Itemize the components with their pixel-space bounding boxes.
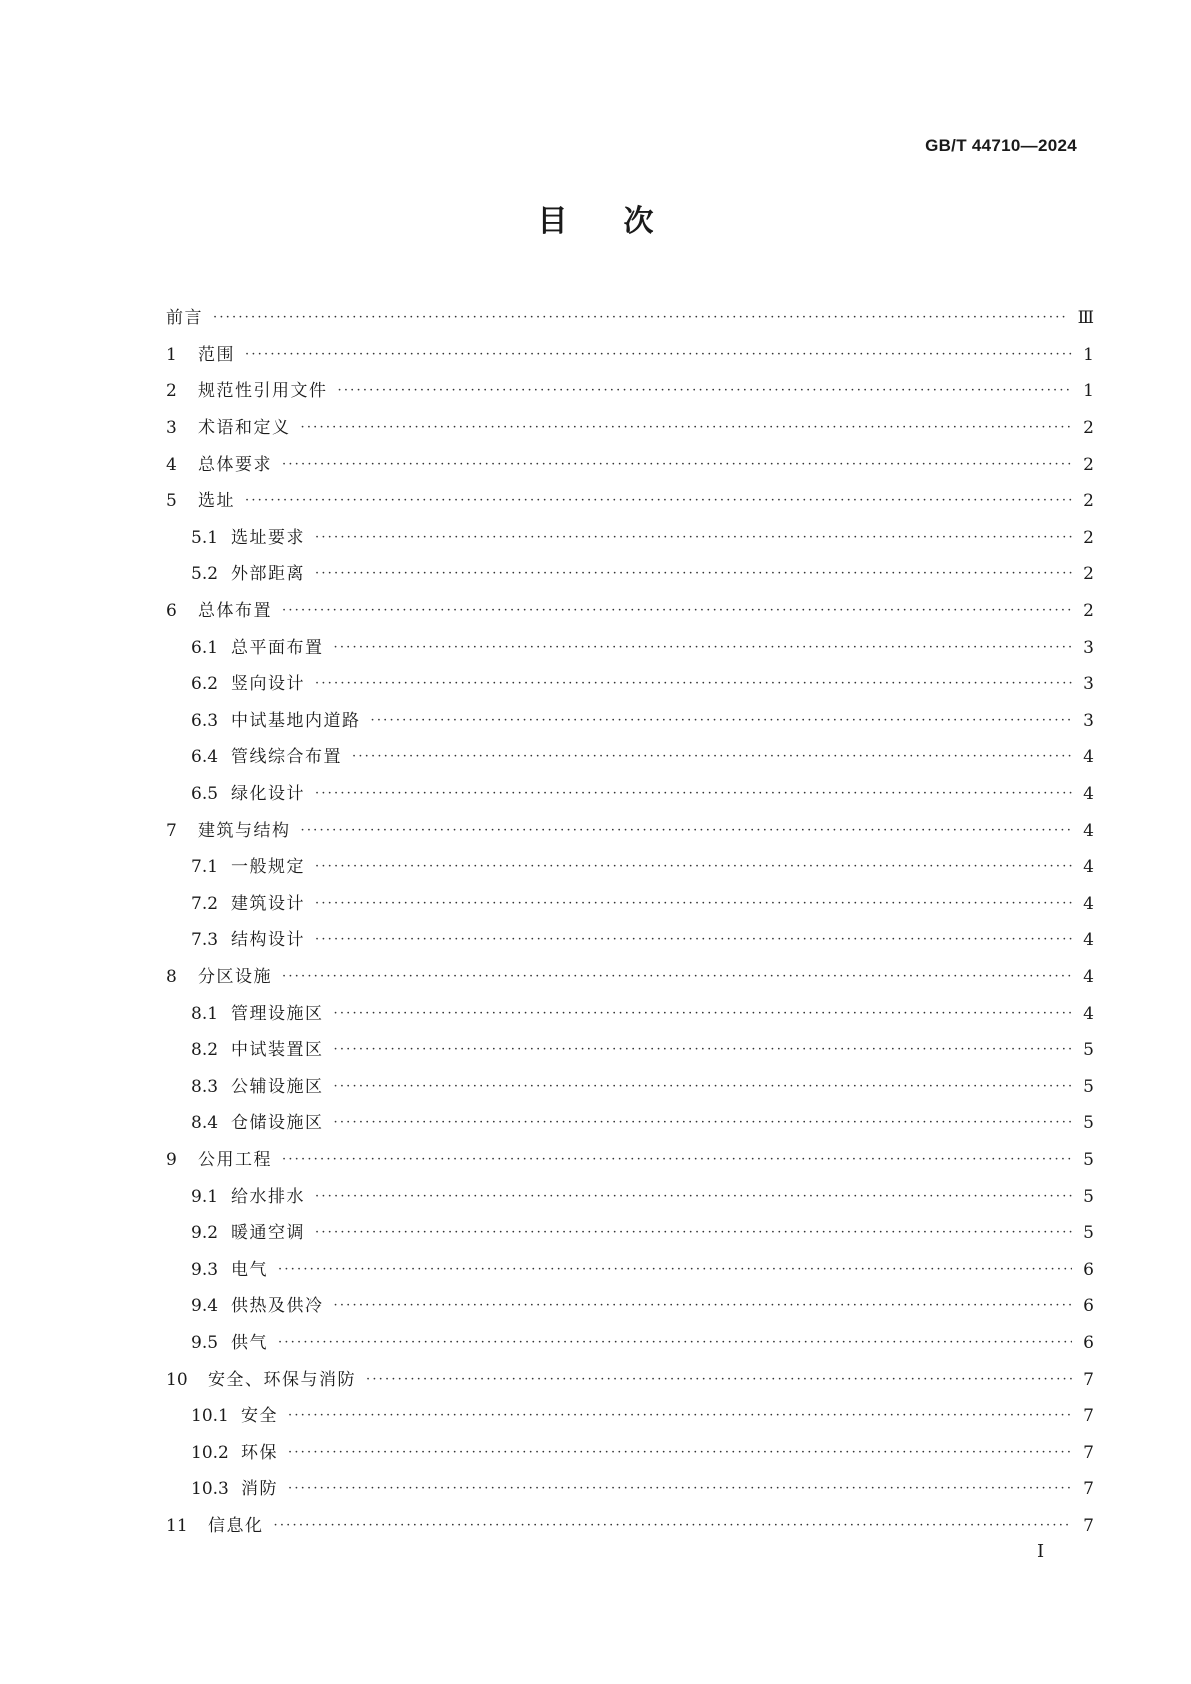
toc-dot-leader (315, 674, 1072, 694)
toc-entry[interactable] (166, 886, 1094, 923)
toc-entry-number: 9.2 (191, 1223, 219, 1244)
toc-entry-page: 3 (1083, 637, 1094, 658)
toc-dot-leader (245, 491, 1072, 511)
toc-entry-label: 竖向设计 (231, 674, 305, 695)
toc-dot-leader (334, 1113, 1073, 1133)
toc-entry[interactable] (166, 1434, 1094, 1471)
toc-dot-leader (278, 1260, 1072, 1280)
toc-entry-label: 总体布置 (198, 601, 272, 622)
toc-entry[interactable] (166, 1398, 1094, 1435)
toc-entry-page: 4 (1083, 930, 1094, 951)
toc-entry-page: 6 (1083, 1296, 1094, 1317)
toc-entry-page: 7 (1083, 1479, 1094, 1500)
toc-entry-number: 10.1 (191, 1406, 229, 1427)
toc-entry[interactable] (166, 337, 1094, 374)
toc-entry-page: 5 (1083, 1149, 1094, 1170)
toc-entry-page: 2 (1083, 491, 1094, 512)
toc-entry[interactable] (166, 849, 1094, 886)
toc-entry-page: 2 (1083, 601, 1094, 622)
toc-entry-page: 5 (1083, 1113, 1094, 1134)
toc-entry[interactable] (166, 1032, 1094, 1069)
toc-entry-number: 5 (166, 491, 177, 512)
toc-entry[interactable] (166, 300, 1094, 337)
toc-dot-leader (315, 784, 1072, 804)
toc-dot-leader (282, 1150, 1072, 1170)
toc-entry-number: 5.2 (191, 564, 219, 585)
toc-entry-page: 4 (1083, 893, 1094, 914)
toc-entry-label: 中试基地内道路 (231, 710, 361, 731)
toc-entry-number: 7.3 (191, 930, 219, 951)
toc-entry[interactable] (166, 520, 1094, 557)
toc-entry-page: 5 (1083, 1076, 1094, 1097)
toc-entry[interactable] (166, 703, 1094, 740)
toc-dot-leader (282, 967, 1072, 987)
toc-entry-label: 前言 (166, 308, 203, 329)
toc-entry-page: 2 (1083, 564, 1094, 585)
toc-dot-leader (315, 894, 1072, 914)
toc-entry-page: 4 (1083, 784, 1094, 805)
toc-entry-label: 管理设施区 (231, 1003, 324, 1024)
toc-dot-leader (278, 1333, 1072, 1353)
toc-entry[interactable] (166, 629, 1094, 666)
toc-dot-leader (245, 345, 1072, 365)
toc-entry[interactable] (166, 593, 1094, 630)
toc-entry[interactable] (166, 1068, 1094, 1105)
toc-entry-page: 2 (1083, 454, 1094, 475)
toc-entry-number: 9.5 (191, 1332, 219, 1353)
toc-entry-page: 1 (1083, 344, 1094, 365)
toc-entry-label: 分区设施 (198, 966, 272, 987)
toc-entry-label: 仓储设施区 (231, 1113, 324, 1134)
toc-entry[interactable] (166, 1325, 1094, 1362)
toc-entry-page: 7 (1083, 1442, 1094, 1463)
toc-title-char-1: 目 (537, 204, 568, 239)
toc-entry[interactable] (166, 1178, 1094, 1215)
toc-entry-number: 8.1 (191, 1003, 219, 1024)
toc-dot-leader (334, 1296, 1073, 1316)
toc-entry-label: 选址 (198, 491, 235, 512)
toc-dot-leader (288, 1479, 1072, 1499)
toc-dot-leader (334, 638, 1073, 658)
toc-dot-leader (315, 564, 1072, 584)
toc-entry[interactable] (166, 1508, 1094, 1545)
toc-entry-page: 4 (1083, 1003, 1094, 1024)
toc-entry-page: 7 (1083, 1406, 1094, 1427)
toc-entry-label: 信息化 (208, 1515, 264, 1536)
toc-entry-number: 6.1 (191, 637, 219, 658)
toc-entry-page: 5 (1083, 1223, 1094, 1244)
toc-dot-leader (366, 1370, 1072, 1390)
toc-entry-number: 9.4 (191, 1296, 219, 1317)
toc-entry-page: 7 (1083, 1515, 1094, 1536)
toc-entry-number: 10.2 (191, 1442, 229, 1463)
toc-dot-leader (315, 1223, 1072, 1243)
toc-entry-number: 2 (166, 381, 177, 402)
toc-entry-page: 6 (1083, 1259, 1094, 1280)
toc-entry-number: 7.1 (191, 857, 219, 878)
toc-entry-page: 5 (1083, 1186, 1094, 1207)
standard-code: GB/T 44710—2024 (925, 136, 1077, 155)
toc-entry-number: 6.4 (191, 747, 219, 768)
toc-entry-page: Ⅲ (1077, 308, 1094, 329)
toc-entry-number: 9.1 (191, 1186, 219, 1207)
toc-entry-label: 供气 (231, 1332, 268, 1353)
toc-dot-leader (301, 821, 1073, 841)
toc-dot-leader (315, 1187, 1072, 1207)
toc-entry-number: 8.2 (191, 1040, 219, 1061)
toc-entry-number: 3 (166, 418, 177, 439)
toc-entry[interactable] (166, 556, 1094, 593)
toc-entry-label: 暖通空调 (231, 1223, 305, 1244)
toc-dot-leader (288, 1443, 1072, 1463)
toc-entry[interactable] (166, 1471, 1094, 1508)
toc-dot-leader (301, 418, 1073, 438)
toc-entry-number: 8.4 (191, 1113, 219, 1134)
toc-entry-label: 结构设计 (231, 930, 305, 951)
toc-entry-label: 建筑设计 (231, 893, 305, 914)
toc-entry[interactable] (166, 959, 1094, 996)
toc-entry-label: 电气 (231, 1259, 268, 1280)
toc-dot-leader (282, 455, 1072, 475)
toc-dot-leader (315, 857, 1072, 877)
toc-entry-number: 9 (166, 1149, 177, 1170)
toc-entry-number: 6.2 (191, 674, 219, 695)
toc-entry-number: 7 (166, 820, 177, 841)
toc-entry-number: 6.5 (191, 784, 219, 805)
toc-entry-page: 7 (1083, 1369, 1094, 1390)
toc-entry-label: 建筑与结构 (198, 820, 291, 841)
toc-entry-label: 绿化设计 (231, 784, 305, 805)
toc-entry[interactable] (166, 1251, 1094, 1288)
toc-list (166, 300, 1094, 1544)
toc-entry-page: 4 (1083, 747, 1094, 768)
toc-entry-number: 10 (166, 1369, 188, 1390)
toc-dot-leader (334, 1040, 1073, 1060)
toc-title-char-2: 次 (623, 204, 654, 239)
toc-entry-label: 公辅设施区 (231, 1076, 324, 1097)
toc-entry-number: 10.3 (191, 1479, 229, 1500)
toc-entry-page: 4 (1083, 857, 1094, 878)
toc-entry-number: 6.3 (191, 710, 219, 731)
toc-dot-leader (315, 930, 1072, 950)
toc-entry-label: 公用工程 (198, 1149, 272, 1170)
toc-entry-label: 给水排水 (231, 1186, 305, 1207)
toc-dot-leader (274, 1516, 1073, 1536)
toc-entry-label: 范围 (198, 344, 235, 365)
toc-entry[interactable] (166, 1215, 1094, 1252)
toc-entry-page: 4 (1083, 966, 1094, 987)
toc-entry-page: 1 (1083, 381, 1094, 402)
toc-entry[interactable] (166, 739, 1094, 776)
toc-entry-label: 消防 (241, 1479, 278, 1500)
toc-entry-number: 1 (166, 344, 177, 365)
toc-entry-label: 安全 (241, 1406, 278, 1427)
toc-entry-page: 3 (1083, 710, 1094, 731)
toc-entry-label: 选址要求 (231, 527, 305, 548)
toc-dot-leader (334, 1077, 1073, 1097)
toc-entry[interactable] (166, 812, 1094, 849)
toc-entry[interactable] (166, 1288, 1094, 1325)
toc-entry[interactable] (166, 666, 1094, 703)
toc-dot-leader (315, 528, 1072, 548)
toc-entry[interactable] (166, 446, 1094, 483)
toc-entry[interactable] (166, 922, 1094, 959)
toc-entry-label: 中试装置区 (231, 1040, 324, 1061)
toc-entry-page: 2 (1083, 418, 1094, 439)
toc-entry-label: 外部距离 (231, 564, 305, 585)
toc-entry-label: 供热及供冷 (231, 1296, 324, 1317)
toc-entry[interactable] (166, 995, 1094, 1032)
toc-entry[interactable] (166, 373, 1094, 410)
toc-entry-page: 6 (1083, 1332, 1094, 1353)
toc-entry-number: 11 (166, 1515, 188, 1536)
toc-entry[interactable] (166, 1105, 1094, 1142)
toc-entry-label: 安全、环保与消防 (208, 1369, 356, 1390)
toc-entry-number: 8 (166, 966, 177, 987)
toc-entry-number: 9.3 (191, 1259, 219, 1280)
toc-entry-number: 5.1 (191, 527, 219, 548)
toc-entry[interactable] (166, 483, 1094, 520)
toc-entry[interactable] (166, 1361, 1094, 1398)
toc-entry[interactable] (166, 410, 1094, 447)
toc-entry-label: 术语和定义 (198, 418, 291, 439)
toc-entry-number: 4 (166, 454, 177, 475)
toc-dot-leader (288, 1406, 1072, 1426)
toc-entry-label: 环保 (241, 1442, 278, 1463)
page-number: I (1037, 1541, 1045, 1562)
toc-entry-label: 管线综合布置 (231, 747, 342, 768)
toc-entry-label: 总体要求 (198, 454, 272, 475)
toc-entry-number: 8.3 (191, 1076, 219, 1097)
toc-entry-label: 总平面布置 (231, 637, 324, 658)
toc-entry-page: 2 (1083, 527, 1094, 548)
toc-dot-leader (352, 747, 1072, 767)
toc-dot-leader (338, 381, 1073, 401)
toc-entry-page: 4 (1083, 820, 1094, 841)
toc-entry-page: 3 (1083, 674, 1094, 695)
toc-entry-number: 6 (166, 601, 177, 622)
toc-entry-label: 一般规定 (231, 857, 305, 878)
toc-entry-label: 规范性引用文件 (198, 381, 328, 402)
toc-entry[interactable] (166, 1142, 1094, 1179)
toc-dot-leader (282, 601, 1072, 621)
toc-title (0, 204, 1191, 240)
toc-dot-leader (371, 711, 1073, 731)
toc-entry-page: 5 (1083, 1040, 1094, 1061)
toc-dot-leader (213, 308, 1068, 328)
toc-entry-number: 7.2 (191, 893, 219, 914)
toc-entry[interactable] (166, 776, 1094, 813)
toc-dot-leader (334, 1004, 1073, 1024)
